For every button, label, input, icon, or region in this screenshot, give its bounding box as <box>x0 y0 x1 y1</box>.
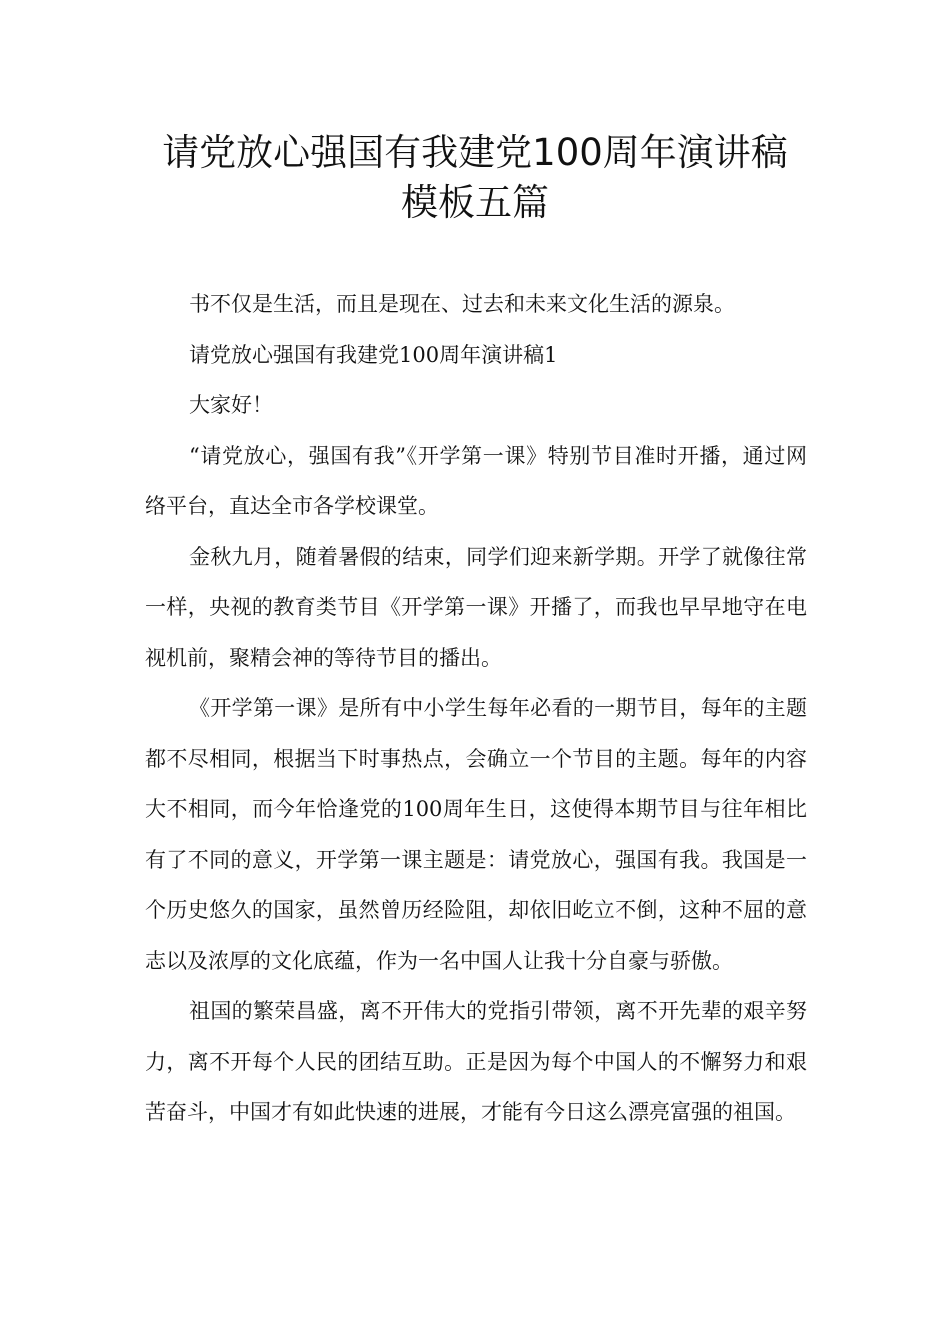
paragraph-4: 祖国的繁荣昌盛，离不开伟大的党指引带领，离不开先辈的艰辛努力，离不开每个人民的团结互助。正是因为每个中国人的不懈努力和艰苦奋斗，中国才有如此快速的进展，才能有今日这么漂亮富强的祖国。 <box>145 999 807 1124</box>
paragraph-2: 金秋九月，随着暑假的结束，同学们迎来新学期。开学了就像往常一样，央视的教育类节目《开学第一课》开播了，而我也早早地守在电视机前，聚精会神的等待节目的播出。 <box>145 544 807 670</box>
paragraph-3: 《开学第一课》是所有中小学生每年必看的一期节目，每年的主题都不尽相同，根据当下时事热点，会确立一个节目的主题。每年的内容大不相同，而今年恰逢党的100周年生日，这使得本期节目与往年相比有了不同的意义，开学第一课主题是：请党放心，强国有我。我国是一个历史悠久的国家，虽然曾历经险阻，却依旧屹立不倒，这种不屈的意志以及浓厚的文化底蕴，作为一名中国人让我十分自豪与骄傲。 <box>145 696 807 973</box>
document-title <box>110 128 840 228</box>
title-line-2: 模板五篇 <box>401 181 549 224</box>
paragraph-epigraph: 书不仅是生活，而且是现在、过去和未来文化生活的源泉。 <box>189 292 735 316</box>
document-body <box>145 279 807 1138</box>
paragraph-1: “请党放心，强国有我”《开学第一课》特别节目准时开播，通过网络平台，直达全市各学校课堂。 <box>145 443 807 518</box>
title-line-1: 请党放心强国有我建党100周年演讲稿 <box>162 131 788 174</box>
paragraph-greeting: 大家好！ <box>189 393 273 417</box>
paragraph-speech-heading: 请党放心强国有我建党100周年演讲稿1 <box>189 342 558 367</box>
